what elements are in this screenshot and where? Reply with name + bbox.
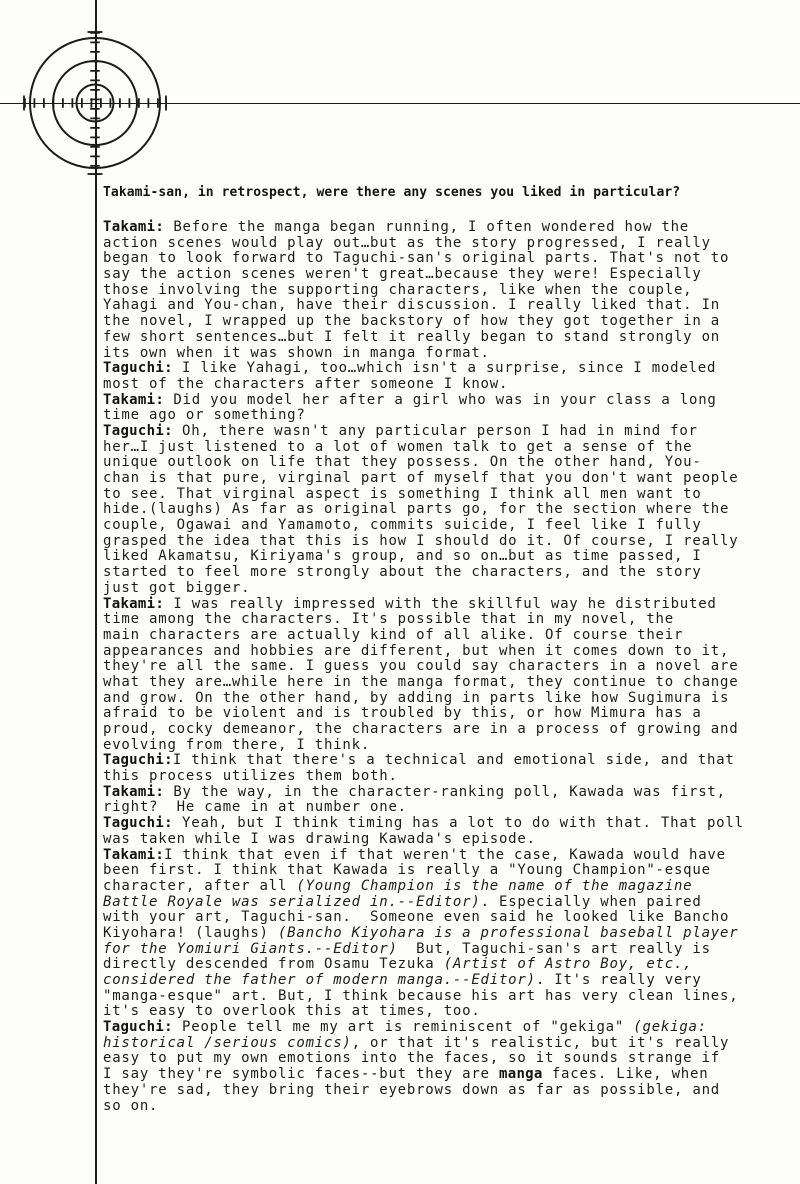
dialogue-text: proud, cocky demeanor, the characters are in a process of growing and	[103, 721, 739, 737]
transcript-line	[103, 800, 793, 816]
transcript-line	[103, 659, 793, 675]
dialogue-text: I think that there's a technical and emotional side, and that	[172, 752, 735, 769]
transcript-line	[103, 722, 793, 738]
dialogue-text: with your art, Taguchi-san. Someone even said he looked like Bancho	[103, 909, 730, 926]
transcript-line	[103, 298, 793, 314]
dialogue-text: hide.(laughs) As far as original parts go, for the section where the	[103, 501, 730, 518]
dialogue-text: liked Akamatsu, Kiriyama's group, and so on…but as time passed, I	[103, 548, 702, 565]
dialogue-text: unique outlook on life that they possess. On the other hand, You-	[103, 454, 702, 471]
transcript-line	[103, 989, 793, 1005]
dialogue-text: directly descended from Osamu Tezuka	[103, 956, 444, 973]
speaker-label: Takami:	[103, 595, 165, 612]
dialogue-text: character, after all	[103, 877, 297, 894]
transcript-line	[103, 879, 793, 895]
editor-note: historical /serious comics)	[103, 1034, 352, 1051]
transcript-line	[103, 314, 793, 330]
dialogue-text: they're all the same. I guess you could say characters in a novel are	[103, 658, 739, 675]
dialogue-text: main characters are actually kind of all alike. Of course their	[103, 626, 684, 643]
dialogue-text: time ago or something?	[103, 407, 306, 424]
speaker-label: Taguchi:	[103, 422, 173, 439]
transcript-line	[103, 769, 793, 785]
dialogue-text: Before the manga began running, I often wondered how the	[164, 219, 690, 235]
transcript-line	[103, 816, 793, 832]
dialogue-text: the novel, I wrapped up the backstory of how they got together in a	[103, 313, 720, 330]
dialogue-text: they're sad, they bring their eyebrows down as far as possible, and	[103, 1081, 720, 1098]
speaker-label: Taguchi:	[103, 752, 173, 769]
dialogue-text: just got bigger.	[103, 579, 251, 596]
dialogue-text: I was really impressed with the skillful way he distributed	[164, 595, 717, 612]
transcript-line	[103, 487, 793, 503]
transcript-line	[103, 1020, 793, 1036]
dialogue-text: faces. Like, when	[542, 1066, 709, 1083]
editor-note: (gekiga:	[633, 1019, 707, 1036]
dialogue-text: few short sentences…but I felt it really began to stand strongly on	[103, 328, 720, 345]
dialogue-text: Yeah, but I think timing has a lot to do with that. That poll	[172, 815, 744, 832]
transcript-line	[103, 393, 793, 409]
editor-note: (Bancho Kiyohara is a professional baseball player	[277, 924, 739, 941]
transcript-line	[103, 440, 793, 456]
speaker-label: Taguchi:	[103, 360, 173, 377]
transcript-line	[103, 565, 793, 581]
editor-note: considered the father of modern manga.--Editor)	[103, 972, 536, 988]
dialogue-text: and grow. On the other hand, by adding in parts like how Sugimura is	[103, 689, 730, 706]
dialogue-text: what they are…while here in the manga format, they continue to change	[103, 673, 739, 690]
transcript-line	[103, 408, 793, 424]
transcript-line	[103, 502, 793, 518]
transcript-line	[103, 1051, 793, 1067]
transcript-line	[103, 1036, 793, 1052]
transcript-line	[103, 1067, 793, 1083]
transcript-line	[103, 691, 793, 707]
transcript-line	[103, 738, 793, 754]
speaker-label: Takami:	[103, 219, 165, 235]
dialogue-text: appearances and hobbies are different, but when it comes down to it,	[103, 642, 730, 659]
dialogue-text: "manga-esque" art. But, I think because his art has very clean lines,	[103, 987, 739, 1004]
transcript-line	[103, 942, 793, 958]
transcript-line	[103, 926, 793, 942]
transcript-line	[103, 581, 793, 597]
dialogue-text: time among the characters. It's possible that in my novel, the	[103, 611, 674, 628]
dialogue-text: her…I just listened to a lot of women talk to get a sense of the	[103, 438, 693, 455]
dialogue-text: easy to put my own emotions into the faces, so it sounds strange if	[103, 1050, 720, 1067]
transcript-line	[103, 1099, 793, 1115]
transcript-line	[103, 361, 793, 377]
transcript-line	[103, 597, 793, 613]
transcript-line	[103, 549, 793, 565]
dialogue-text: it's easy to overlook this at times, too.	[103, 1003, 481, 1020]
transcript-line	[103, 424, 793, 440]
speaker-label: Takami:	[103, 846, 165, 863]
speaker-label: Taguchi:	[103, 815, 173, 832]
speaker-label: Takami:	[103, 783, 165, 800]
crop-line-horizontal	[0, 103, 800, 105]
editor-note: (Artist of Astro Boy, etc.,	[443, 956, 693, 973]
transcript-line	[103, 706, 793, 722]
dialogue-text: started to feel more strongly about the characters, and the story	[103, 564, 702, 581]
transcript-line	[103, 612, 793, 628]
dialogue-text: chan is that pure, virginal part of myself that you don't want people	[103, 470, 739, 486]
editor-note: (Young Champion is the name of the magazine	[296, 877, 693, 894]
dialogue-text: right? He came in at number one.	[103, 799, 407, 816]
speaker-label: Taguchi:	[103, 1019, 173, 1036]
transcript-line	[103, 895, 793, 911]
transcript-line	[103, 330, 793, 346]
dialogue-text: afraid to be violent and is troubled by this, or how Mimura has a	[103, 705, 702, 722]
transcript-line	[103, 1004, 793, 1020]
dialogue-text: I think that even if that weren't the case, Kawada would have	[164, 846, 726, 863]
transcript-line	[103, 675, 793, 691]
dialogue-text: was taken while I was drawing Kawada's episode.	[103, 830, 536, 847]
dialogue-text: to see. That virginal aspect is something I think all men want to	[103, 485, 702, 502]
transcript-line	[103, 644, 793, 660]
transcript-line	[103, 848, 793, 864]
dialogue-text: , or that it's realistic, but it's really	[351, 1034, 730, 1051]
transcript-line	[103, 628, 793, 644]
crop-line-vertical	[95, 0, 97, 1184]
dialogue-text: couple, Ogawai and Yamamoto, commits suicide, I feel like I fully	[103, 517, 702, 534]
transcript-line	[103, 832, 793, 848]
transcript-line	[103, 471, 793, 487]
transcript-line	[103, 518, 793, 534]
dialogue-text: those involving the supporting characters, like when the couple,	[103, 281, 693, 298]
transcript-line	[103, 534, 793, 550]
dialogue-text: People tell me my art is reminiscent of "gekiga"	[172, 1019, 634, 1036]
dialogue-text: Kiyohara! (laughs)	[103, 924, 278, 941]
dialogue-text: By the way, in the character-ranking poll, Kawada was first,	[164, 783, 726, 800]
dialogue-text: most of the characters after someone I know.	[103, 375, 509, 392]
dialogue-text: say the action scenes weren't great…because they were! Especially	[103, 266, 702, 283]
dialogue-text: Yahagi and You-chan, have their discussion. I really liked that. In	[103, 297, 720, 314]
dialogue-text: began to look forward to Taguchi-san's original parts. That's not to	[103, 250, 730, 267]
dialogue-text: evolving from there, I think.	[103, 736, 371, 753]
dialogue-text: I say they're symbolic faces--but they are	[103, 1066, 499, 1083]
dialogue-text: its own when it was shown in manga format.	[103, 344, 490, 361]
transcript-line	[103, 455, 793, 471]
transcript-lines	[103, 220, 793, 1114]
transcript-line	[103, 863, 793, 879]
interview-question: Takami-san, in retrospect, were there any scenes you liked in particular?	[103, 185, 681, 200]
transcript-line	[103, 957, 793, 973]
transcript-line	[103, 283, 793, 299]
dialogue-text: grasped the idea that this is how I should do it. Of course, I really	[103, 532, 739, 549]
dialogue-text: Did you model her after a girl who was in your class a long	[164, 391, 717, 408]
dialogue-text: been first. I think that Kawada is really a "Young Champion"-esque	[103, 862, 711, 879]
dialogue-text: . Especially when paired	[480, 893, 702, 910]
speaker-label: Takami:	[103, 391, 165, 408]
transcript-line	[103, 910, 793, 926]
transcript-line	[103, 236, 793, 252]
editor-note: for the Yomiuri Giants.--Editor)	[103, 940, 398, 957]
transcript-line	[103, 753, 793, 769]
dialogue-text: I like Yahagi, too…which isn't a surprise, since I modeled	[172, 360, 717, 377]
transcript-line	[103, 377, 793, 393]
dialogue-text: action scenes would play out…but as the story progressed, I really	[103, 234, 711, 251]
transcript-line	[103, 220, 793, 236]
transcript-line	[103, 973, 793, 989]
speaker-label: manga	[498, 1066, 543, 1083]
dialogue-text: Oh, there wasn't any particular person I had in mind for	[172, 422, 698, 439]
dialogue-text: . It's really very	[535, 972, 702, 988]
dialogue-text: so on.	[103, 1097, 159, 1114]
transcript-line	[103, 1083, 793, 1099]
dialogue-text: this process utilizes them both.	[103, 768, 398, 785]
editor-note: Battle Royale was serialized in.--Editor)	[103, 893, 481, 910]
transcript-line	[103, 346, 793, 362]
dialogue-text: But, Taguchi-san's art really is	[397, 940, 711, 957]
transcript-line	[103, 785, 793, 801]
transcript-line	[103, 267, 793, 283]
transcript-line	[103, 251, 793, 267]
